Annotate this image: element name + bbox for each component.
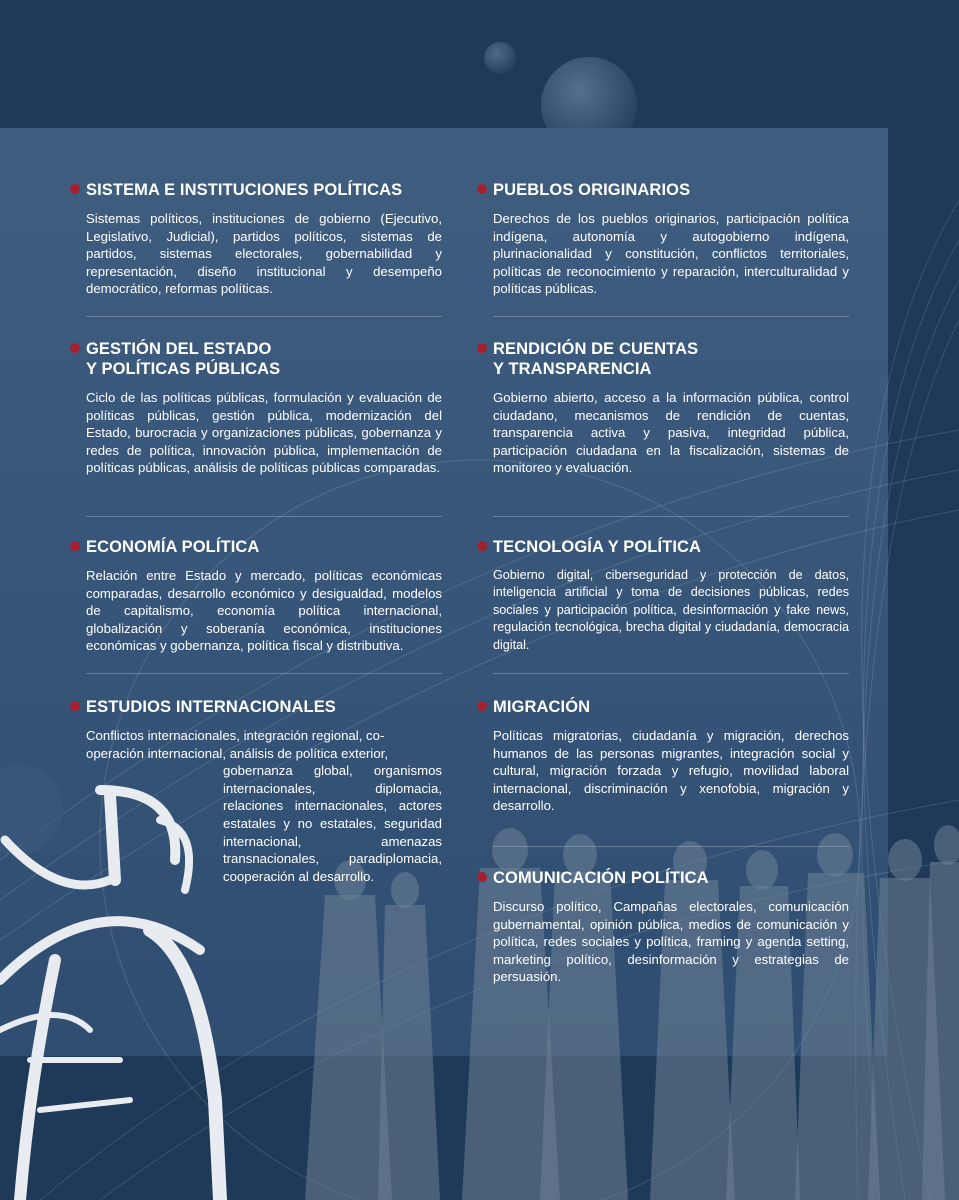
divider [86,673,442,674]
section-rendicion [477,339,849,477]
divider [493,316,849,317]
section-economia [70,537,442,655]
section-tecnologia [477,537,849,654]
bullet-icon [477,701,487,711]
section-comunicacion [477,868,849,986]
section-pueblos [477,180,849,298]
section-body: Discurso político, Campañas electorales, comunicación gubernamental, opinión pública, medios de comunicación y política, redes sociales y política, framing y agenda setting, marketing político, desinformación y estrategias de persuasión. [493,899,849,985]
section-body: Conflictos internacionales, integración regional, co- operación internacional, análisis de política exterior, gobernanza global, organismos internacionales, diplomacia, relaciones internacionales, actores estatales y no estatales, seguridad internacional, amenazas transnacionales, paradiplomacia, cooperación al desarrollo. [86,728,442,884]
section-title: SISTEMA E INSTITUCIONES POLÍTICAS [70,180,442,200]
section-title: TECNOLOGÍA Y POLÍTICA [477,537,849,557]
section-gestion [70,339,442,477]
section-title: MIGRACIÓN [477,697,849,717]
section-title: GESTIÓN DEL ESTADO Y POLÍTICAS PÚBLICAS [70,339,442,379]
divider [493,673,849,674]
divider [493,846,849,847]
section-sistema [70,180,442,298]
bullet-icon [70,701,80,711]
section-body: Gobierno abierto, acceso a la información pública, control ciudadano, mecanismos de rendición de cuentas, transparencia activa y pasiva, integridad pública, participación ciudadana en la fiscalización, sistemas de monitoreo y evaluación. [493,390,849,476]
bullet-icon [70,343,80,353]
section-title: ECONOMÍA POLÍTICA [70,537,442,557]
section-body: Derechos de los pueblos originarios, participación política indígena, autonomía y autogobierno indígena, plurinacionalidad y constitución, conflictos territoriales, políticas de reconocimiento y reparación, interculturalidad y políticas públicas. [493,211,849,297]
bullet-icon [477,184,487,194]
bullet-icon [70,541,80,551]
divider [86,316,442,317]
divider [86,516,442,517]
divider [493,516,849,517]
bullet-icon [477,343,487,353]
section-estudios [70,697,442,885]
section-body: Ciclo de las políticas públicas, formulación y evaluación de políticas públicas, gestión pública, modernización del Estado, burocracia y organizaciones públicas, gobernanza y redes de política, innovación pública, implementación de políticas públicas, análisis de políticas públicas comparadas. [86,390,442,476]
bullet-icon [477,872,487,882]
bullet-icon [477,541,487,551]
section-migracion [477,697,849,815]
bullet-icon [70,184,80,194]
section-body: Sistemas políticos, instituciones de gobierno (Ejecutivo, Legislativo, Judicial), partidos políticos, sistemas de partidos, sistemas electorales, gobernabilidad y representación, diseño institucional y desempeño democrático, reformas políticas. [86,211,442,297]
section-title: RENDICIÓN DE CUENTAS Y TRANSPARENCIA [477,339,849,379]
section-title: ESTUDIOS INTERNACIONALES [70,697,442,717]
section-title: PUEBLOS ORIGINARIOS [477,180,849,200]
section-body: Gobierno digital, ciberseguridad y protección de datos, inteligencia artificial y toma de decisiones públicas, redes sociales y participación política, desinformación y fake news, regulación tecnológica, brecha digital y ciudadanía, democracia digital. [493,568,849,652]
section-body: Políticas migratorias, ciudadanía y migración, derechos humanos de las personas migrantes, integración social y cultural, migración forzada y refugio, movilidad laboral internacional, discriminación y xenofobia, migración y desarrollo. [493,728,849,814]
section-body: Relación entre Estado y mercado, políticas económicas comparadas, desarrollo económico y desigualdad, modelos de capitalismo, economía política internacional, globalización y soberanía económica, instituciones económicas y gobernanza, política fiscal y distributiva. [86,568,442,654]
section-title: COMUNICACIÓN POLÍTICA [477,868,849,888]
